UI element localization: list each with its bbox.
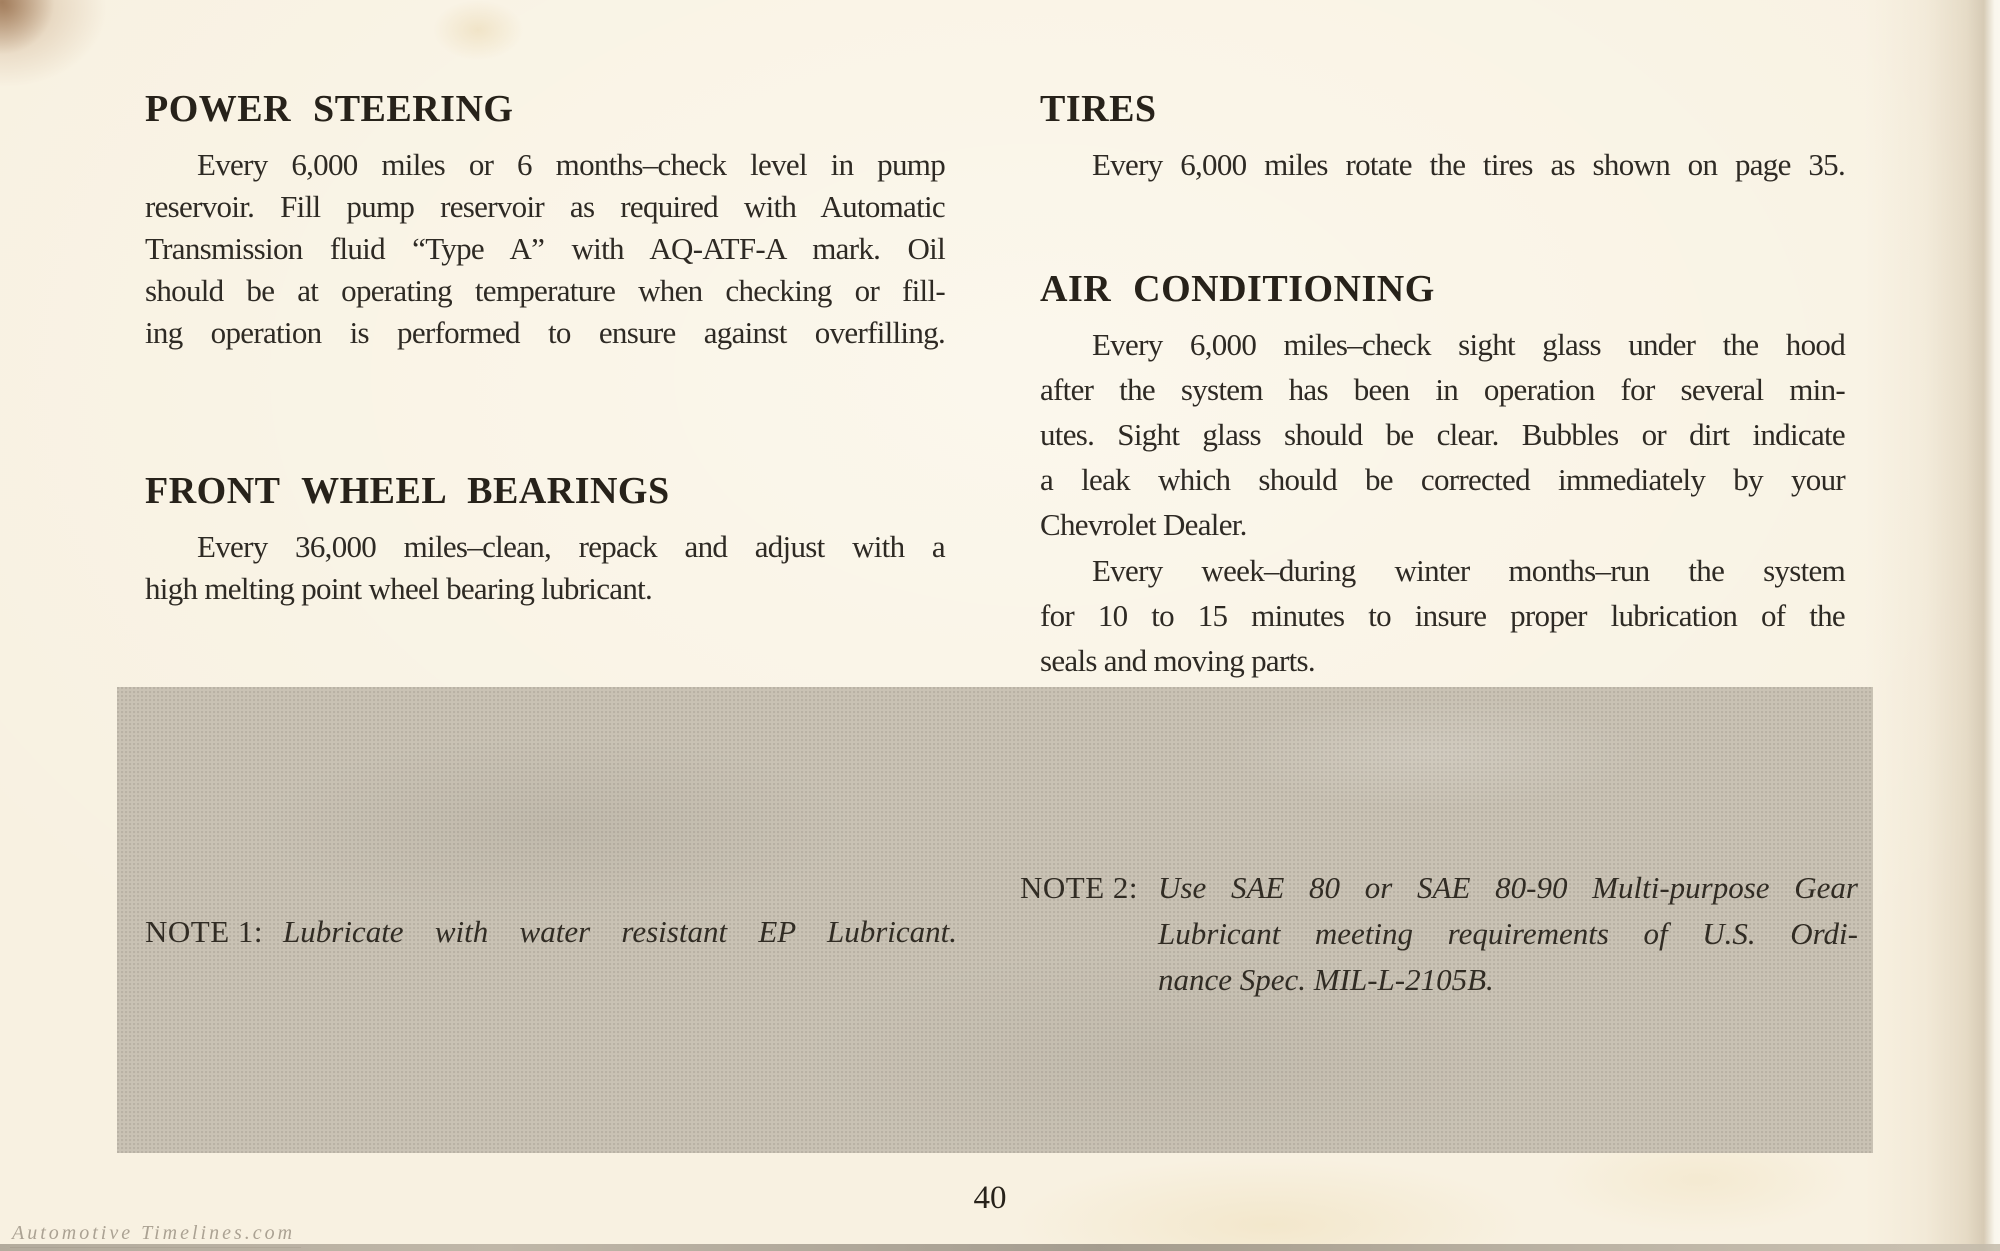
heading-tires: TIRES: [1040, 88, 1157, 130]
note-1: [145, 909, 957, 955]
page-number: 40: [973, 1180, 1007, 1216]
scan-bottom-edge: [0, 1244, 2000, 1251]
note-2: [1020, 865, 1858, 1003]
heading-front-wheel-bearings: FRONT WHEEL BEARINGS: [145, 470, 670, 512]
paragraph-tires: Every 6,000 miles rotate the tires as shown on page 35.: [1092, 147, 1845, 182]
paragraph-front-wheel-bearings: Every 36,000 miles–clean, repack and adjust with a high melting point wheel bearing lubricant.: [145, 529, 945, 606]
heading-air-conditioning: AIR CONDITIONING: [1040, 268, 1435, 310]
heading-power-steering: POWER STEERING: [145, 88, 514, 130]
paragraph-power-steering: Every 6,000 miles or 6 months–check level in pump reservoir. Fill pump reservoir as required with Automatic Transmission fluid “Type A” with AQ-ATF-A mark. Oil should be at operating temperature when checking or fill- ing operation is performed to ensure against overfilling.: [145, 147, 945, 350]
paragraph-air-conditioning-1: Every 6,000 miles–check sight glass under the hood after the system has been in operation for several min- utes. Sight glass should be clear. Bubbles or dirt indicate a leak which should be corrected immediately by your Chevrolet Dealer.: [1040, 327, 1845, 542]
note-2-label: NOTE 2:: [1020, 870, 1139, 905]
note-2-text: Use SAE 80 or SAE 80-90 Multi-purpose Gear Lubricant meeting requirements of U.S. Ordi- nance Spec. MIL-L-2105B.: [1158, 870, 1858, 997]
note-1-text: Lubricate with water resistant EP Lubricant.: [283, 914, 957, 949]
notes-panel: [117, 687, 1873, 1153]
note-1-label: NOTE 1:: [145, 914, 264, 949]
paragraph-air-conditioning-2: Every week–during winter months–run the system for 10 to 15 minutes to insure proper lubrication of the seals and moving parts.: [1040, 553, 1845, 678]
watermark: Automotive Timelines.com: [10, 1222, 301, 1248]
page-edge-shading: [1865, 0, 2000, 1251]
